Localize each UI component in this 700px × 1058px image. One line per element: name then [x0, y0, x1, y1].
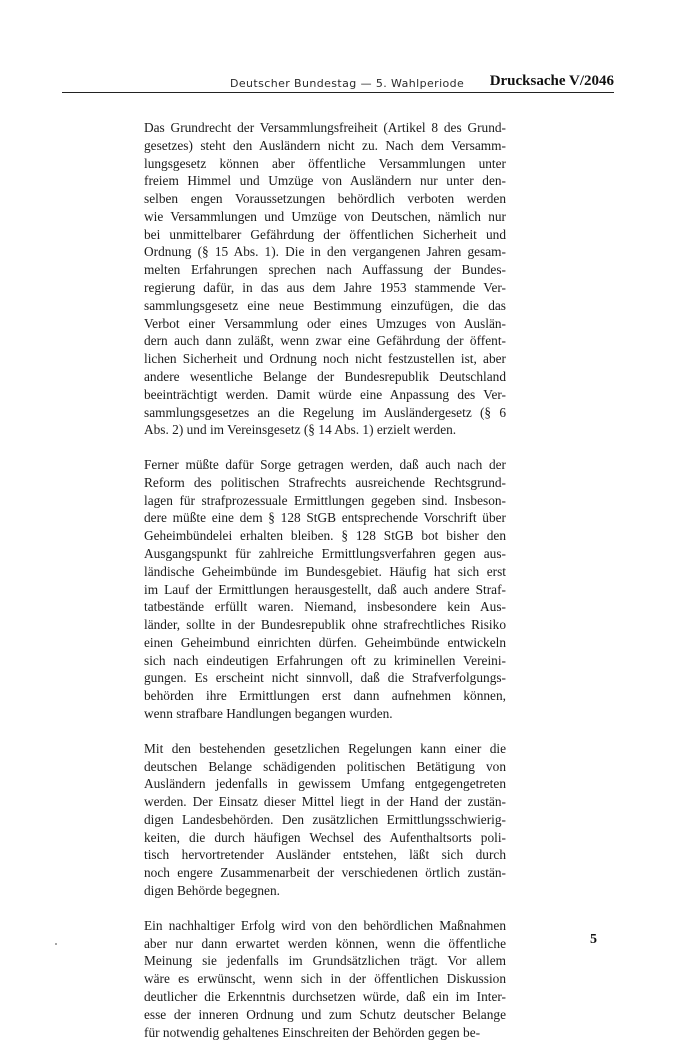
running-header: Deutscher Bundestag — 5. Wahlperiode: [230, 77, 465, 90]
paragraph: [144, 740, 506, 900]
text-line: freiem Himmel und Umzüge von Ausländern nur unter den-: [144, 173, 506, 189]
text-line: regierung dafür, in das aus dem Jahre 1953 stammende Ver-: [144, 280, 506, 296]
text-line: aber nur dann erwartet werden können, wenn die öffentliche: [144, 935, 506, 951]
text-line: Ein nachhaltiger Erfolg wird von den behördlichen Maßnahmen: [144, 917, 506, 933]
text-line: dern auch dann zuläßt, wenn zwar eine Gefährdung der öffent-: [144, 333, 506, 349]
text-line: lichen Sicherheit und Ordnung noch nicht festzustellen ist, aber: [144, 351, 506, 367]
text-line: sammlungsgesetzes an die Regelung im Ausländergesetz (§ 6: [144, 404, 506, 420]
text-line: für notwendig gehaltenes Einschreiten der Behörden gegen be-: [144, 1024, 481, 1040]
text-line: tisch hervortretender Ausländer entstehen, läßt sich durch: [144, 847, 506, 863]
text-line: deutlicher die Erkenntnis durchsetzen würde, daß ein im Inter-: [144, 988, 506, 1004]
text-line: Meinung sie jedenfalls im Grundsätzlichen trägt. Vor allem: [144, 953, 506, 969]
text-line: Ordnung (§ 15 Abs. 1). Die in den vergangenen Jahren gesam-: [144, 244, 506, 260]
text-line: Das Grundrecht der Versammlungsfreiheit (Artikel 8 des Grund-: [144, 120, 506, 135]
document-number: Drucksache V/2046: [489, 73, 614, 89]
text-line: bei unmittelbarer Gefährdung der öffentlichen Sicherheit und: [144, 226, 506, 242]
text-line: lungsgesetz können aber öffentliche Versammlungen unter: [144, 155, 506, 171]
text-line: beeinträchtigt werden. Damit würde eine Anpassung des Ver-: [144, 386, 506, 402]
text-line: länder, sollte in der Bundesrepublik ohne strafrechtliches Risiko: [144, 617, 506, 633]
text-line: werden. Der Einsatz dieser Mittel liegt in der Hand der zustän-: [144, 794, 506, 810]
text-line: digen Landesbehörden. Den zusätzlichen Ermittlungsschwierig-: [144, 811, 506, 827]
text-line: ländische Geheimbünde im Bundesgebiet. Häufig hat sich erst: [144, 563, 506, 579]
text-line: deutschen Belange schädigenden politischen Betätigung von: [144, 758, 506, 774]
text-line: wie Versammlungen und Umzüge von Deutschen, nämlich nur: [144, 208, 506, 224]
scan-speck: [55, 943, 57, 945]
paragraph: [144, 456, 506, 723]
body-text: [144, 119, 506, 1058]
page-number: 5: [590, 932, 597, 947]
text-line: Mit den bestehenden gesetzlichen Regelungen kann einer die: [144, 740, 506, 756]
paragraph: [144, 119, 506, 439]
paragraph: [144, 917, 506, 1041]
text-line: Ausländern jedenfalls in gewissem Umfang entgegengetreten: [144, 776, 506, 792]
text-line: gesetzes) steht den Ausländern nicht zu. Nach dem Versamm-: [144, 137, 506, 153]
text-line: noch engere Zusammenarbeit der verschiedenen örtlich zustän-: [144, 865, 506, 881]
text-line: sich nach eindeutigen Erfahrungen oft zu kriminellen Vereini-: [144, 652, 506, 668]
text-line: Verbot einer Versammlung oder eines Umzuges von Auslän-: [144, 315, 506, 331]
text-line: Reform des politischen Strafrechts ausreichende Rechtsgrund-: [144, 474, 506, 490]
text-line: keiten, die durch häufigen Wechsel des Aufenthaltsorts poli-: [144, 829, 506, 845]
text-line: tatbestände erfüllt waren. Niemand, insbesondere kein Aus-: [144, 599, 506, 615]
text-line: wenn strafbare Handlungen begangen wurden.: [144, 706, 393, 721]
text-line: digen Behörde begegnen.: [144, 883, 280, 899]
text-line: melten Erfahrungen sprechen nach Auffassung der Bundes-: [144, 262, 506, 278]
header-divider: [62, 92, 614, 93]
text-line: behörden ihre Ermittlungen erst dann aufnehmen können,: [144, 688, 506, 704]
text-line: sammlungsgesetz eine neue Bestimmung einzufügen, die das: [144, 297, 506, 313]
text-line: selben engen Voraussetzungen behördlich verboten werden: [144, 191, 506, 207]
text-line: Abs. 2) und im Vereinsgesetz (§ 14 Abs. 1) erzielt werden.: [144, 422, 457, 438]
text-line: wäre es erwünscht, wenn sich in der öffentlichen Diskussion: [144, 971, 506, 987]
text-line: im Lauf der Ermittlungen herausgestellt, daß auch andere Straf-: [144, 581, 506, 597]
text-line: einen Geheimbund einrichten dürfen. Geheimbünde entwickeln: [144, 634, 506, 650]
text-line: esse der inneren Ordnung und zum Schutz deutscher Belange: [144, 1006, 506, 1022]
text-line: andere wesentliche Belange der Bundesrepublik Deutschland: [144, 368, 506, 384]
text-line: Ferner müßte dafür Sorge getragen werden, daß auch nach der: [144, 457, 506, 473]
text-line: dere müßte eine dem § 128 StGB entsprechende Vorschrift über: [144, 510, 506, 526]
text-line: Geheimbündelei erhalten bleiben. § 128 StGB bot bisher den: [144, 528, 506, 544]
text-line: Ausgangspunkt für zahlreiche Ermittlungsverfahren gegen aus-: [144, 545, 506, 561]
text-line: gungen. Es erscheint nicht sinnvoll, daß die Strafverfolgungs-: [144, 670, 506, 686]
text-line: lagen für strafprozessuale Ermittlungen gegeben sind. Insbeson-: [144, 492, 506, 508]
